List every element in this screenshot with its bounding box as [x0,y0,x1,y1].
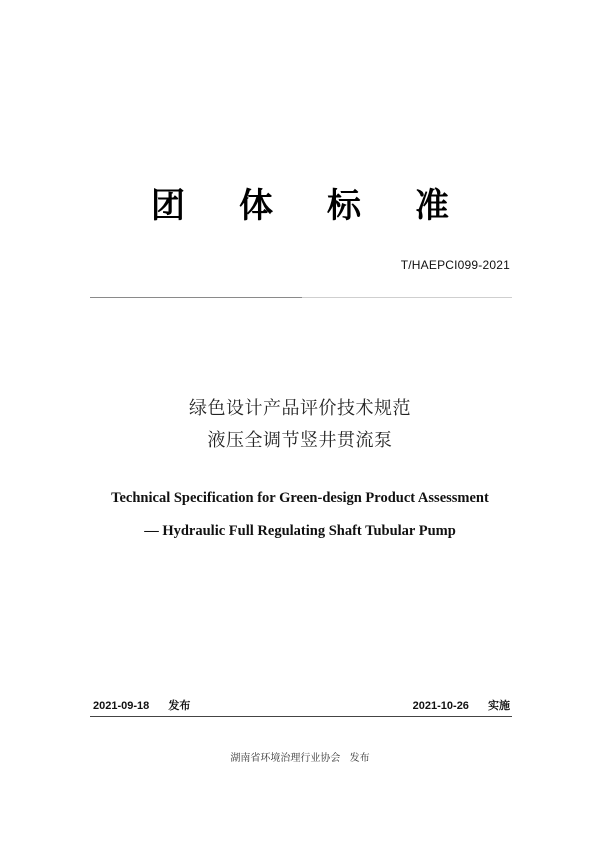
chinese-title-line-1: 绿色设计产品评价技术规范 [189,398,411,419]
footer-divider [90,716,512,717]
publisher-name: 湖南省环境治理行业协会 [230,753,341,764]
standard-type-char: 团 [151,186,185,226]
publish-date: 2021-09-18 [93,700,150,712]
publisher-action: 发布 [349,753,370,764]
publisher-line [0,749,600,764]
header-divider [90,297,512,298]
standard-type-heading [0,178,600,227]
standard-number: T/HAEPCI099-2021 [400,258,510,272]
implement-label: 实施 [488,700,510,712]
standard-type-char: 准 [415,186,449,226]
publish-label: 发布 [168,700,191,712]
standard-type-char: 标 [327,186,361,226]
implement-info [413,697,510,713]
english-title-line-2: — Hydraulic Full Regulating Shaft Tubular Pump [144,523,456,539]
english-title-line-1: Technical Specification for Green-design Product Assessment [111,490,489,506]
standard-type-char: 体 [239,186,273,226]
chinese-title-line-2: 液压全调节竖井贯流泵 [207,430,393,451]
publish-info [93,697,190,713]
implement-date: 2021-10-26 [412,700,469,712]
